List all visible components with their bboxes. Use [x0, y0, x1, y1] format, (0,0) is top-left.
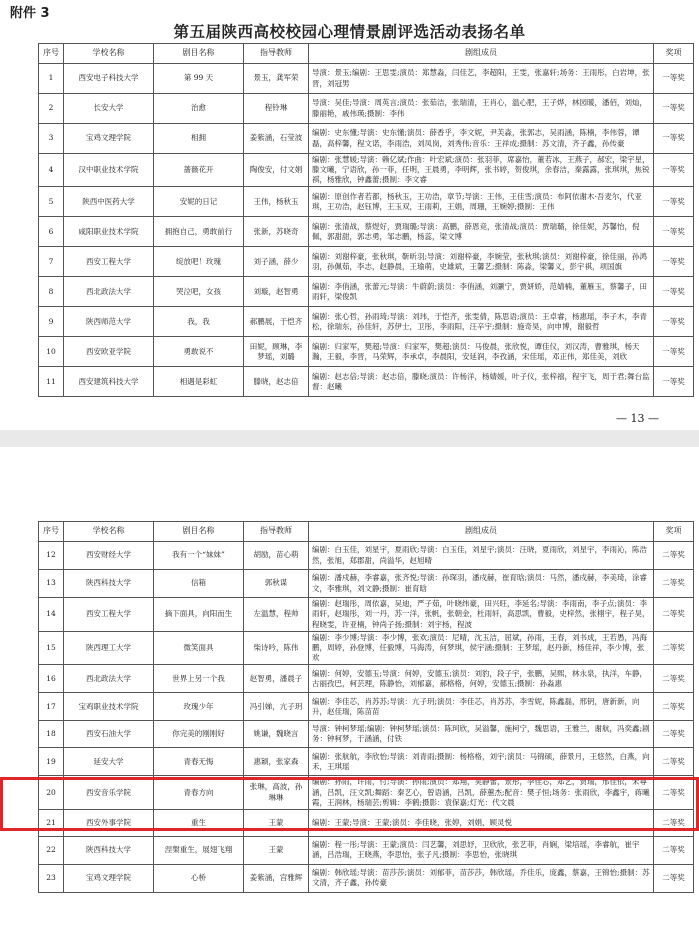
crew-members: 编剧：王蒙;导演：王蒙;演员：李佳晓，张婷，刘娟，顾灵悦 [309, 809, 654, 836]
teacher-name: 陶俊安，付文娟 [244, 154, 309, 187]
play-name: 治愈 [154, 94, 244, 124]
table-row [39, 307, 694, 337]
crew-members: 编剧：赵志倍;导演：赵志倍，滕晓;演员：许杨洋，杨婧媛，叶子仪，张梓禧，程宇飞，周于君;舞台监督：赵曦 [309, 367, 654, 397]
award-level: 二等奖 [654, 542, 694, 570]
play-name: 涅槃重生，展翅飞翔 [154, 836, 244, 864]
row-number: 19 [39, 748, 64, 776]
crew-members: 导演：吴佳;导演：周英言;演员：张茹洁，张瑞清，王肖心，温心肥，王子烨，林园暖，潘佰，刘灿，滕丽艳，戚伟瑛;摄制：李伟 [309, 94, 654, 124]
table-row [39, 187, 694, 217]
header-award: 奖项 [654, 522, 694, 542]
school-name: 汉中职业技术学院 [64, 154, 154, 187]
crew-members: 编剧：韩欣瑶;导演：苗莎莎;演员：刘郁菲，苗莎莎，韩欣瑶，乔佳乐，庞鑫，蔡嘉，王锦怡;摄制：苏文清，齐子鑫，孙传豪 [309, 864, 654, 892]
document-title: 第五届陕西高校校园心理情景剧评选活动表扬名单 [173, 22, 526, 41]
table-row [39, 367, 694, 397]
crew-members: 编剧：李佳芯，肖苏苏;导演：亢子玥;演员：李佳芯，肖苏苏，李雪妮，陈鑫磊，邢钥，唐新新，向升，赵佳瑞，陈苗苗 [309, 693, 654, 721]
school-name: 延安大学 [64, 748, 154, 776]
header-award: 奖项 [654, 44, 694, 64]
award-table-page-2 [38, 521, 694, 893]
table-row [39, 94, 694, 124]
row-number: 22 [39, 836, 64, 864]
teacher-name: 程铃琳 [244, 94, 309, 124]
school-name: 陕西科技大学 [64, 570, 154, 598]
school-name: 西安外事学院 [64, 809, 154, 836]
page-number: — 13 — [616, 412, 659, 425]
table-row [39, 665, 694, 693]
header-school: 学校名称 [64, 522, 154, 542]
play-name: 玫瑰少年 [154, 693, 244, 721]
row-number: 23 [39, 864, 64, 892]
row-number: 5 [39, 187, 64, 217]
table-row [39, 776, 694, 809]
school-name: 西安建筑科技大学 [64, 367, 154, 397]
play-name: 青春无悔 [154, 748, 244, 776]
teacher-name: 滕晓，赵志倍 [244, 367, 309, 397]
table-row [39, 748, 694, 776]
award-level: 一等奖 [654, 247, 694, 277]
teacher-name: 张琳，高波，孙琳琳 [244, 776, 309, 809]
crew-members: 编剧：程一彤;导演：王蒙;演员：闫艺馨，刘思妤，卫欣欣，张艺菲，肖娴，梁培瑶，李睿航，崔宇涵，吕浩瑞，王晓燕，李思怡，张子凡;摄制：李思怡，张晓琪 [309, 836, 654, 864]
row-number: 12 [39, 542, 64, 570]
play-name: 微笑面具 [154, 632, 244, 665]
row-number: 16 [39, 665, 64, 693]
award-level: 一等奖 [654, 337, 694, 367]
award-level: 一等奖 [654, 277, 694, 307]
play-name: 世界上另一个我 [154, 665, 244, 693]
teacher-name: 刘璇，赵智勇 [244, 277, 309, 307]
award-level: 一等奖 [654, 94, 694, 124]
header-members: 剧组成员 [309, 44, 654, 64]
school-name: 陕西理工大学 [64, 632, 154, 665]
table-row [39, 154, 694, 187]
school-name: 陕西科技大学 [64, 836, 154, 864]
crew-members: 编剧：张航航，李欣怡;导演：刘青雨;摄制：杨格格，刘宇;演员：马锦硕，薛景月，王悠然，白燕，向禾，王琪瑶 [309, 748, 654, 776]
crew-members: 编剧：归家军，樊超;导演：归家军，樊超;演员：马俊晨，张欣悦，谭佳仪，刘汉涛，曹雅琪，杨天瀚，王毅，李晋，马荣辉，李承卓，李晨阳，安延润，李孜涵，宋佳瑶，邓正伟，郑佳美，刘欣 [309, 337, 654, 367]
crew-members: 导演：景玉;编剧：王思雯;演员：郑慧淼，闫佳艺，李超阳，王雯，张嘉轩;场务：王雨彤，白岩坤，张晋，刘冠男 [309, 64, 654, 94]
row-number: 11 [39, 367, 64, 397]
play-name: 青春方向 [154, 776, 244, 809]
play-name: 信箱 [154, 570, 244, 598]
teacher-name: 刘子涵，薛少 [244, 247, 309, 277]
table-header-row [39, 522, 694, 542]
play-name: 相遇是彩虹 [154, 367, 244, 397]
crew-members: 编剧：何婷，安德玉;导演：何婷，安德玉;演员：刘豹，段子宇，张鹏，吴熙，林永泉，执洋，车静，古丽孜巴，柯芸理，陈静怡，刘郁嘉，郝格格，何婷，安德玉;摄制：孙淼惠 [309, 665, 654, 693]
play-name: 安妮的日记 [154, 187, 244, 217]
table-row [39, 864, 694, 892]
school-name: 西安工程大学 [64, 598, 154, 632]
play-name: 相拥 [154, 124, 244, 154]
teacher-name: 张新，苏晓奇 [244, 217, 309, 247]
table-row [39, 598, 694, 632]
crew-members: 导演：钟柯梦瑶;编剧：钟柯梦瑶;演员：陈珂欣，吴溢馨，施柯宁，魏思语，王雅兰，谢航，冯奕鑫;剧务：钟柯梦，于涵涵，付铁 [309, 721, 654, 748]
play-name: 你完美的刚刚好 [154, 721, 244, 748]
header-no: 序号 [39, 44, 64, 64]
play-name: 重生 [154, 809, 244, 836]
row-number: 2 [39, 94, 64, 124]
teacher-name: 胡励，苗心萌 [244, 542, 309, 570]
row-number: 1 [39, 64, 64, 94]
teacher-name: 郭秋谋 [244, 570, 309, 598]
header-teacher: 指导教师 [244, 44, 309, 64]
teacher-name: 左温慧，程帅 [244, 598, 309, 632]
teacher-name: 王蒙 [244, 809, 309, 836]
award-level: 一等奖 [654, 367, 694, 397]
teacher-name: 郝鹏展，于恺齐 [244, 307, 309, 337]
row-number: 4 [39, 154, 64, 187]
school-name: 宝鸡职业技术学院 [64, 693, 154, 721]
award-level: 二等奖 [654, 809, 694, 836]
play-name: 蔷薇花开 [154, 154, 244, 187]
school-name: 长安大学 [64, 94, 154, 124]
table-row [39, 632, 694, 665]
teacher-name: 柴诗吟，陈伟 [244, 632, 309, 665]
teacher-name: 赵智勇，潘晨子 [244, 665, 309, 693]
teacher-name: 景玉，龚军荣 [244, 64, 309, 94]
row-number: 7 [39, 247, 64, 277]
crew-members: 编剧：史东懂;导演：史东懂;演员：薛香乎，李文妮，尹芙淼，张郭志，吴雨涵，陈楠，李伟蓉，谭磊，高梓馨，程文诺，李雨浩，刘凤岗，刘秀伟;音乐：王祥成;摄制：苏文清，齐子鑫，孙传豪 [309, 124, 654, 154]
row-number: 10 [39, 337, 64, 367]
table-row [39, 693, 694, 721]
table-row [39, 277, 694, 307]
header-no: 序号 [39, 522, 64, 542]
table-row [39, 570, 694, 598]
table-row [39, 64, 694, 94]
row-number: 17 [39, 693, 64, 721]
teacher-name: 王伟，杨秋玉 [244, 187, 309, 217]
row-number: 20 [39, 776, 64, 809]
crew-members: 编剧：李少博;导演：李少博，张欢;演员：尼晴，沈玉洁，屈斌，孙雨，王春，刘书成，王若愚，冯海鹏，周婷，孙登博，任毅博，马海涛，何梦琪，侯宇涵;摄制：王梦瑶，赵丹新，杨佳祥，李少博，张欢 [309, 632, 654, 665]
crew-members: 编剧：赵瑞彤，周依嘉，吴迪，严子茹，叶晓纬豪，田兴旺，李延名;导演：李雨南，李子点;演员：李雨轩，赵瑞彤，刘一丹，苏一洋，张帆，张朝金，杜雨轩，高思凯，曹毅，史梓然，张栩宇，程子昊，程晓雯，许亚楠，钟尚子扬;摄制：刘宇杨，程波 [309, 598, 654, 632]
crew-members: 编剧：原创作者若都，杨秋玉，王功浩，章节;导演：王伟，王佳雪;演员：布阿依谢木·吾麦尔，代亚琪，王功浩，赵钰博，王玉双，王雨莉，王娟，周珊，王婉婷;摄制：王伟 [309, 187, 654, 217]
table-row [39, 337, 694, 367]
play-name: 摘下面具，向阳而生 [154, 598, 244, 632]
school-name: 西安欧亚学院 [64, 337, 154, 367]
award-level: 一等奖 [654, 64, 694, 94]
award-level: 二等奖 [654, 693, 694, 721]
school-name: 西安财经大学 [64, 542, 154, 570]
award-level: 一等奖 [654, 154, 694, 187]
award-level: 一等奖 [654, 217, 694, 247]
table-header-row [39, 44, 694, 64]
header-school: 学校名称 [64, 44, 154, 64]
header-play: 剧目名称 [154, 522, 244, 542]
award-level: 二等奖 [654, 570, 694, 598]
row-number: 14 [39, 598, 64, 632]
table-row [39, 542, 694, 570]
annex-label: 附件 3 [10, 6, 50, 21]
award-table-page-1 [38, 43, 694, 397]
table-row [39, 124, 694, 154]
document-page-1 [0, 0, 699, 430]
table-row [39, 721, 694, 748]
header-members: 剧组成员 [309, 522, 654, 542]
teacher-name: 田妮，顾琳，李梦瑶，刘璐 [244, 337, 309, 367]
play-name: 心桥 [154, 864, 244, 892]
table-row [39, 247, 694, 277]
award-level: 二等奖 [654, 598, 694, 632]
row-number: 18 [39, 721, 64, 748]
crew-members: 编剧：李俏涵，张蕾元;导演：牛蔚蔚;演员：李俏涵，刘灏宁，贾妍娇，范婧楠，董雁玉，蔡馨子，田雨轩，梁俊凯 [309, 277, 654, 307]
school-name: 宝鸡文理学院 [64, 864, 154, 892]
table-row [39, 809, 694, 836]
play-name: 我有一个“妹妹” [154, 542, 244, 570]
teacher-name: 冯引娣，亢子玥 [244, 693, 309, 721]
row-number: 9 [39, 307, 64, 337]
award-level: 二等奖 [654, 836, 694, 864]
row-number: 15 [39, 632, 64, 665]
school-name: 陕西师范大学 [64, 307, 154, 337]
award-level: 一等奖 [654, 124, 694, 154]
teacher-name: 姜紫涵，宫雅辉 [244, 864, 309, 892]
teacher-name: 姜紫涵，石莹波 [244, 124, 309, 154]
award-level: 一等奖 [654, 307, 694, 337]
award-level: 二等奖 [654, 721, 694, 748]
crew-members: 编剧：孙雨，许雨，付;导演：孙雨;演员：郑翔，吴静蕾，景彤，李佳芯，郑艺，贾瑞，邢佳依，宋尊涵，吕凯，汪文凯;舞蹈：秦艺心，曾语涵，吕凯，薛蕙杰;配音：樊子恒;场务：张雨欣，李鑫宇，蒋曦霞，王润林，杨瑞芸;剪辑：李鹤;摄影：袁保嘉;灯光：代文晨 [309, 776, 654, 809]
teacher-name: 王蒙 [244, 836, 309, 864]
row-number: 21 [39, 809, 64, 836]
award-level: 二等奖 [654, 864, 694, 892]
play-name: 绽放吧！玫瑰 [154, 247, 244, 277]
play-name: 拥抱自己，勇敢前行 [154, 217, 244, 247]
crew-members: 编剧：潘戍赫，李睿嘉，张齐悦;导演：孙琛羽，潘戍赫，崔育晗;演员：马然，潘戍赫，李美琦，涂睿文，李雅琪，刘文静;摄制：崔育晗 [309, 570, 654, 598]
award-level: 二等奖 [654, 632, 694, 665]
play-name: 勇敢说不 [154, 337, 244, 367]
school-name: 西安工程大学 [64, 247, 154, 277]
school-name: 西北政法大学 [64, 665, 154, 693]
play-name: 哭泣吧，女孩 [154, 277, 244, 307]
school-name: 西北政法大学 [64, 277, 154, 307]
table-row [39, 217, 694, 247]
crew-members: 编剧：张慧媛;导演：赖亿斌;作曲：叶宏斌;演员：张羽菲，席嘉怡，董若冰，王燕子，郝宏，梁宇星，滕文曦，宁语欣，孙一菲，任明，王晨勇，李明辉，张书婷，贺俊琪，余春洁，秦露露，张琪琪，焦锐祺，杨雅欣，钟鑫蕾;摄制：李文睿 [309, 154, 654, 187]
row-number: 3 [39, 124, 64, 154]
crew-members: 编剧：张心哲，孙雨琦;导演：刘玮，于恺齐，张雯倩，陈思语;演员：王卓睿，杨惠瑶，李子木，李青松，徐瑞东，孙佳轩，苏伊士，卫彤，李雨阳，汪辛宇;摄制：施奇昊，向申博，谢毅哲 [309, 307, 654, 337]
row-number: 13 [39, 570, 64, 598]
award-level: 二等奖 [654, 748, 694, 776]
award-level: 一等奖 [654, 187, 694, 217]
crew-members: 编剧：白玉佳，刘星宇，夏雨欣;导演：白玉佳，刘星宇;演员：汪晓，夏雨欣，刘星宇，李雨沁，陈浩然，张旭，郑郡甜，尚溢华，赵旭晴 [309, 542, 654, 570]
award-level: 二等奖 [654, 665, 694, 693]
school-name: 咸阳职业技术学院 [64, 217, 154, 247]
teacher-name: 姚谦，魏晓言 [244, 721, 309, 748]
school-name: 西安石油大学 [64, 721, 154, 748]
crew-members: 编剧：刘谢梓豪，张秋琪，靳昕羽;导演：刘谢梓豪，李婉莹，张秋琪;演员：刘谢梓豪，徐佳丽，孙鸿羽，孙佩茹，李志，赵静晨，王瑜萌，史雄斌，王馨艺;摄制：陈淼，梁馨义，彭宇祺，项国旗 [309, 247, 654, 277]
school-name: 西安电子科技大学 [64, 64, 154, 94]
row-number: 8 [39, 277, 64, 307]
crew-members: 编剧：张清战，蔡煜好，贾瑞璐;导演：高鹏，薛恩竞，张清战;演员：贾瑞璐，徐佳妮，苏馨怡，倪佩，郭甜甜，郭志勇，邹志鹏，杨蕊，梁文博 [309, 217, 654, 247]
header-play: 剧目名称 [154, 44, 244, 64]
school-name: 陕西中医药大学 [64, 187, 154, 217]
table-row [39, 836, 694, 864]
award-level: 二等奖 [654, 776, 694, 809]
school-name: 宝鸡文理学院 [64, 124, 154, 154]
header-teacher: 指导教师 [244, 522, 309, 542]
play-name: 第 99 天 [154, 64, 244, 94]
teacher-name: 惠颖，张家森 [244, 748, 309, 776]
row-number: 6 [39, 217, 64, 247]
school-name: 西安音乐学院 [64, 776, 154, 809]
play-name: 我，我 [154, 307, 244, 337]
